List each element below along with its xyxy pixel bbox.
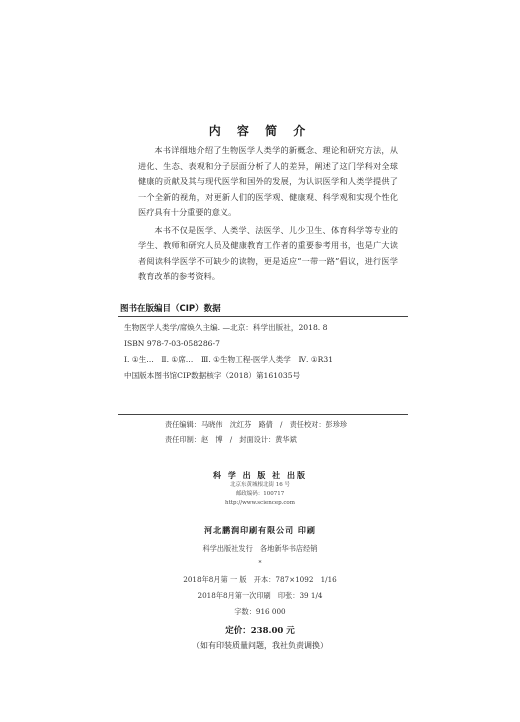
credits-line-1: 责任编辑：马晓伟 沈红芬 路倩 / 责任校对：彭珍珍 (165, 420, 348, 429)
publisher-block (0, 470, 520, 508)
intro-paragraph-1: 本书详细地介绍了生物医学人类学的新概念、理论和研究方法，从进化、生态、表观和分子层面分析了人的差异，阐述了这门学科对全球健康的贡献及其与现代医学和国外的发展，为认识医学和人类学提供了一个全新的视角，对更新人们的医学观、健康观、科学观和实现个性化医疗具有十分重要的意义。 (138, 145, 398, 217)
separator-star: * (258, 560, 262, 567)
publisher-website: http://www.sciencep.com (225, 500, 295, 506)
cip-line-title: 生物医学人类学/席焕久主编. —北京：科学出版社，2018. 8 (124, 323, 328, 332)
spec-edition: 2018年8月第 一 版 开本：787×1092 1/16 (183, 575, 337, 584)
printer-name: 河北鹏润印刷有限公司 印刷 (204, 525, 316, 535)
cip-data (124, 320, 414, 384)
intro-title: 内 容 简 介 (208, 124, 312, 138)
credits-line-2: 责任印制：赵 博 / 封面设计：黄华斌 (165, 435, 297, 444)
intro-body (138, 143, 398, 287)
publisher-name: 科 学 出 版 社 出版 (213, 470, 307, 480)
cip-bottom-rule (118, 414, 408, 415)
publisher-address: 北京东黄城根北街 16 号 (230, 482, 290, 488)
distribution-note: 科学出版社发行 各地新华书店经销 (202, 544, 318, 553)
cip-line-isbn: ISBN 978-7-03-058286-7 (124, 339, 220, 348)
cip-line-record-number: 中国版本图书馆CIP数据核字（2018）第161035号 (124, 371, 301, 380)
intro-paragraph-2: 本书不仅是医学、人类学、法医学、儿少卫生、体育科学等专业的学生、教师和研究人员及健康教育工作者的重要参考用书，也是广大读者阅读科学医学不可缺少的读物，更是适应“一带一路”倡议，进行医学教育改革的参考资料。 (138, 224, 398, 281)
publisher-postcode: 邮政编码：100717 (235, 491, 285, 497)
print-specs (0, 572, 520, 620)
cip-title: 图书在版编目（CIP）数据 (120, 304, 221, 314)
cip-top-rule (118, 316, 408, 317)
quality-notice: （如有印装质量问题，我社负责调换） (192, 641, 328, 650)
cip-line-classification: Ⅰ. ①生… Ⅱ. ①席… Ⅲ. ①生物工程-医学人类学 Ⅳ. ①R31 (124, 355, 334, 364)
editorial-credits (165, 417, 445, 447)
spec-word-count: 字数：916 000 (234, 607, 286, 616)
price: 定价：238.00 元 (225, 626, 295, 636)
spec-printing: 2018年8月第一次印刷 印张：39 1/4 (197, 591, 323, 600)
